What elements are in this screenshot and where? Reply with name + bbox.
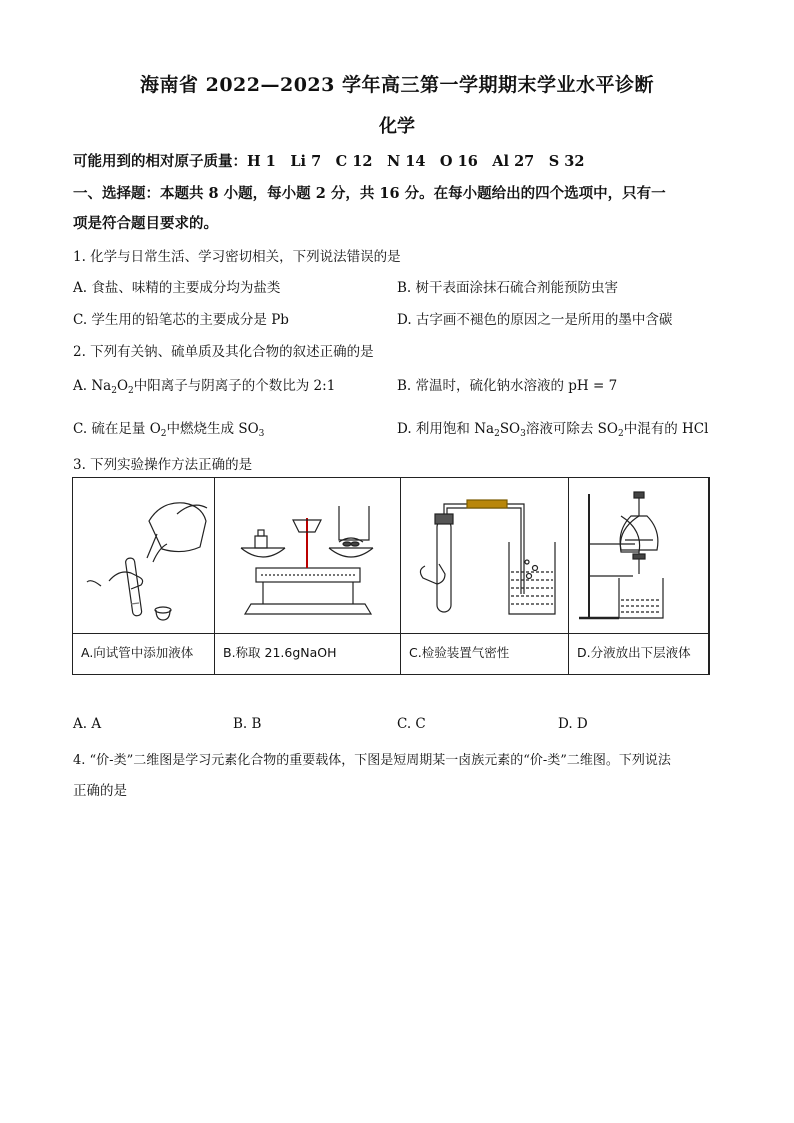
q3-caption-d: D.分液放出下层液体 (577, 645, 691, 660)
q3-cell-a (73, 478, 215, 674)
q3-cell-b (215, 478, 401, 674)
q3-cell-c (401, 478, 569, 674)
q1-option-b: B. 树干表面涂抹石硫合剂能预防虫害 (397, 280, 619, 296)
q2-stem: 2. 下列有关钠、硫单质及其化合物的叙述正确的是 (73, 344, 374, 360)
q2-option-c: C. 硫在足量 $O_2$中燃烧生成 $SO_3$ (73, 421, 265, 439)
q3-caption-a: A.向试管中添加液体 (81, 645, 194, 660)
q2-option-a: A. $Na_2O_2$中阳离子与阴离子的个数比为 2:1 (73, 378, 336, 396)
q3-option-a: A. A (73, 716, 102, 732)
q3-caption-c: C.检验装置气密性 (409, 645, 510, 660)
q3-table-divider (73, 633, 709, 634)
q3-cell-d (569, 478, 709, 674)
q3-caption-b: B.称取 21.6gNaOH (223, 645, 337, 660)
balance-scale-illustration (221, 486, 395, 626)
q4-stem-line1: 4. “价-类”二维图是学习元素化合物的重要载体，下图是短周期某一卤族元素的“价-类”二维图。下列说法 (73, 753, 671, 768)
q4-stem-line2: 正确的是 (73, 783, 127, 799)
section1-instruction-line2: 项是符合题目要求的。 (73, 215, 218, 232)
q1-option-c: C. 学生用的铅笔芯的主要成分是 Pb (73, 312, 289, 328)
q3-option-d: D. D (558, 716, 588, 732)
airtightness-check-illustration (407, 486, 563, 626)
q3-experiment-table (72, 477, 710, 675)
separatory-funnel-illustration (575, 486, 703, 626)
q3-option-c: C. C (397, 716, 426, 732)
q3-option-b: B. B (233, 716, 262, 732)
section1-instruction-line1: 一、选择题：本题共 8 小题，每小题 2 分，共 16 分。在每小题给出的四个选项中，只有一 (73, 185, 666, 202)
q1-option-a: A. 食盐、味精的主要成分均为盐类 (73, 280, 281, 296)
q2-option-d: D. 利用饱和 $Na_2SO_3$溶液可除去 $SO_2$中混有的 HCl (397, 421, 709, 439)
q1-stem: 1. 化学与日常生活、学习密切相关，下列说法错误的是 (73, 249, 401, 265)
exam-subject: 化学 (379, 116, 415, 137)
q1-option-d: D. 古字画不褪色的原因之一是所用的墨中含碳 (397, 312, 673, 328)
atomic-masses-line: 可能用到的相对原子质量：H 1 Li 7 C 12 N 14 O 16 Al 27 S 32 (73, 153, 585, 170)
exam-title: 海南省 2022—2023 学年高三第一学期期末学业水平诊断 (140, 74, 654, 96)
q3-stem: 3. 下列实验操作方法正确的是 (73, 457, 253, 473)
test-tube-pouring-illustration (79, 486, 209, 626)
q2-option-b: B. 常温时，硫化钠水溶液的 pH = 7 (397, 378, 618, 394)
